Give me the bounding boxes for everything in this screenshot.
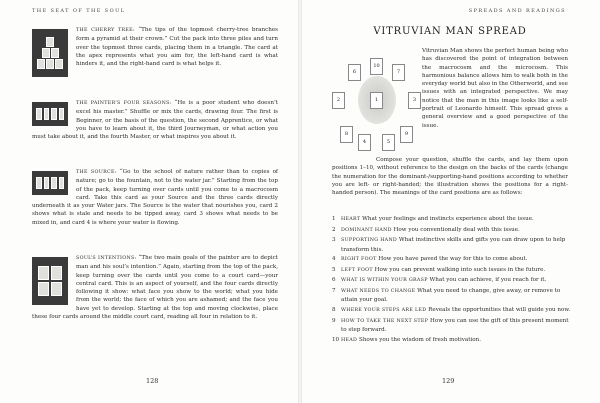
position-item: 6 WHAT IS WITHIN YOUR GRASP What you can achieve, if you reach for it. [332,277,547,284]
position-card-10: 10 [370,58,383,75]
position-card-5: 5 [382,134,395,151]
position-card-3: 3 [408,92,421,109]
section-heading: THE SOURCE: [76,170,117,175]
section-text: “He is a poor student who doesn’t excel his master.” Shuffle or mix the cards, drawing four. The first is Beginner, or the basis of the question, the second Apprentice, or what you have to learn about it, the third Journeyman, or what action you must take about it, and the fourth Master, or what inspires you about it. [32,100,278,141]
instructions-paragraph: Compose your question, shuffle the cards, and lay them upon positions 1–10, without reference to the design on the backs of the cards (change the numeration for the dominant-/supporting-hand positions according to whether you are left- or right-handed; the illustration shows the positions for a right-handed person). The meanings of the card positions are as follows: [332,157,568,197]
position-card-9: 9 [400,126,413,143]
souls-intentions-layout-image [32,257,68,305]
cherry-tree-layout-image [32,29,68,77]
position-card-6: 6 [348,64,361,81]
intro-text-block [422,47,568,130]
position-card-7: 7 [392,64,405,81]
page-number: 128 [146,377,159,385]
position-card-4: 4 [358,134,371,151]
four-seasons-layout-image [32,102,68,126]
intro-paragraph: Vitruvian Man shows the perfect human being who has discovered the point of integration between the macrocosm and the microcosm. This harmonious balance allows him to walk both in the everyday world but also in the Otherworld, and see issues with an integrated perspective. We may notice that the man in this image looks like a self-portrait of Leonardo himself. This spread gives a general overview and a good perspective of the issue. [422,48,568,129]
section-source [32,168,278,227]
position-item: 8 WHERE YOUR STEPS ARE LED Reveals the opportunities that will guide you now. [332,306,571,313]
source-layout-image [32,171,68,195]
position-item: 10 HEAD Shows you the wisdom of fresh motivation. [332,336,482,343]
position-item: 5 LEFT FOOT How you can prevent walking into such issues in the future. [332,266,546,273]
section-cherry-tree [32,26,278,79]
position-item: 2 DOMINANT HAND How you conventionally deal with this issue. [332,226,520,233]
instructions-block [332,156,568,197]
position-card-1: 1 [370,92,383,109]
position-card-8: 8 [340,126,353,143]
section-souls-intentions [32,254,278,321]
running-head: SPREADS AND READINGS [468,8,566,14]
position-item: 9 HOW TO TAKE THE NEXT STEP How you can use the gift of this present moment to step forward. [332,317,569,333]
section-text: “The two main goals of the painter are to depict man and his soul’s intention.” Again, starting from the top of the pack, keep turning over the cards until you come to a court card—your central card. This is an aspect of yourself, and the four cards directly following it show: what face you show to the world; what you hide from the world; the face of which you are ashamed; and the face you have yet to develop. Starting at the top and moving clockwise, place these four cards around the middle court card, reading all four in relation to it. [32,255,278,321]
section-text: “The tips of the topmost cherry-tree branches form a pyramid at their crown.” Cut the pack into three piles and turn over the topmost three cards, placing them in a triangle. The card at the apex represents what you aim for, the left-hand card is what hinders it, and the right-hand card is what helps it. [76,27,278,68]
spread-title: VITRUVIAN MAN SPREAD [373,26,527,37]
position-list [332,215,572,346]
running-head: THE SEAT OF THE SOUL [32,8,126,14]
section-four-seasons [32,99,278,141]
position-item: 3 SUPPORTING HAND What instinctive skills and gifts you can draw upon to help transform this. [332,237,566,253]
section-heading: THE PAINTER’S FOUR SEASONS: [76,101,172,106]
section-heading: SOUL’S INTENTIONS: [76,256,137,261]
position-card-2: 2 [332,92,345,109]
section-heading: THE CHERRY TREE: [76,28,135,33]
section-text: “Go to the school of nature rather than to copies of nature; go to the fountain, not to the water jar.” Starting from the top of the pack, keep turning over cards until you come to a macrocosm card. Take this card as your Source and the three cards directly underneath it as your Water jars. The Source is the water that nourishes you, card 2 shows what is stale and needs to be tipped away, card 3 shows what needs to be mixed in, and card 4 is where your water is flowing. [32,169,279,226]
vitruvian-man-diagram [330,54,422,146]
position-item: 1 HEART What your feelings and instincts experience about the issue. [332,216,534,222]
position-item: 7 WHAT NEEDS TO CHANGE What you need to change, give away, or remove to attain your goal. [332,287,561,304]
position-item: 4 RIGHT FOOT How you have paved the way for this to come about. [332,256,528,263]
page-number: 129 [442,377,455,385]
